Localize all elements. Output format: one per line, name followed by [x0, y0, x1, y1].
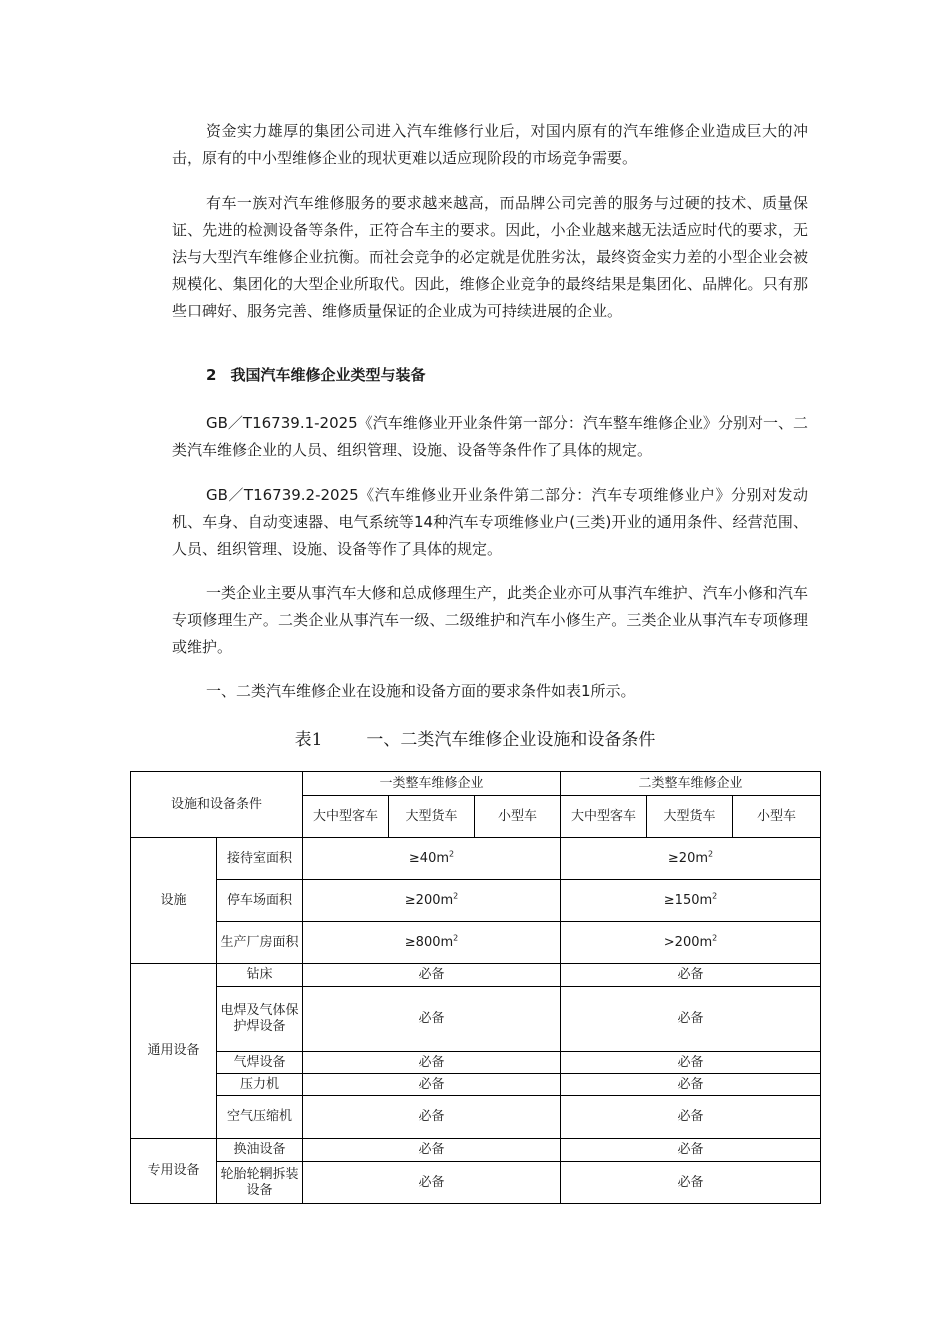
value-class2: 必备	[561, 1096, 821, 1139]
value-class1: $\ge 200m^2$	[303, 880, 561, 922]
value-class2: 必备	[561, 1139, 821, 1162]
row-label: 钻床	[217, 964, 303, 987]
value-class1: 必备	[303, 1074, 561, 1096]
table-row	[131, 987, 821, 1052]
subheader-large-bus: 大中型客车	[303, 796, 389, 838]
value-class2: 必备	[561, 1162, 821, 1204]
value-class1: $\ge 40m^2$	[303, 838, 561, 880]
table-row	[131, 1096, 821, 1139]
subheader-large-truck: 大型货车	[389, 796, 475, 838]
value-class1: 必备	[303, 964, 561, 987]
table-caption	[0, 727, 950, 753]
value-class2: 必备	[561, 964, 821, 987]
row-label: 电焊及气体保护焊设备	[217, 987, 303, 1052]
table-row	[131, 922, 821, 964]
category-general-equipment: 通用设备	[131, 964, 217, 1139]
value-class1: 必备	[303, 1139, 561, 1162]
value-class1: 必备	[303, 1096, 561, 1139]
table-corner-header: 设施和设备条件	[131, 772, 303, 838]
group-header-class2: 二类整车维修企业	[561, 772, 821, 796]
table-row	[131, 1074, 821, 1096]
group-header-class1: 一类整车维修企业	[303, 772, 561, 796]
value-class2: $\ge 150m^2$	[561, 880, 821, 922]
row-label: 停车场面积	[217, 880, 303, 922]
table-row	[131, 1162, 821, 1204]
facility-equipment-table	[130, 771, 821, 1204]
section-heading	[206, 362, 425, 389]
table-caption-label: 表1	[294, 730, 323, 750]
table-row	[131, 1052, 821, 1074]
table-row	[131, 880, 821, 922]
value-class1: 必备	[303, 987, 561, 1052]
paragraph-intro-impact: 资金实力雄厚的集团公司进入汽车维修行业后，对国内原有的汽车维修企业造成巨大的冲击，原有的中小型维修企业的现状更难以适应现阶段的市场竞争需要。	[172, 122, 808, 167]
value-class1: 必备	[303, 1052, 561, 1074]
subheader-small-car: 小型车	[733, 796, 821, 838]
table-caption-title: 一、二类汽车维修企业设施和设备条件	[366, 730, 656, 750]
value-class2: 必备	[561, 1052, 821, 1074]
row-label: 轮胎轮辋拆装设备	[217, 1162, 303, 1204]
paragraph-standard-part2: GB／T16739.2-2025《汽车维修业开业条件第二部分：汽车专项维修业户》分别对发动机、车身、自动变速器、电气系统等14种汽车专项维修业户(三类)开业的通用条件、经营范围、人员、组织管理、设施、设备等作了具体的规定。	[172, 486, 808, 558]
row-label: 接待室面积	[217, 838, 303, 880]
subheader-large-truck: 大型货车	[647, 796, 733, 838]
row-label: 气焊设备	[217, 1052, 303, 1074]
value-class1: $\ge 800m^2$	[303, 922, 561, 964]
section-title: 我国汽车维修企业类型与装备	[230, 366, 426, 384]
paragraph-standard-part1: GB／T16739.1-2025《汽车维修业开业条件第一部分：汽车整车维修企业》分别对一、二类汽车维修企业的人员、组织管理、设施、设备等条件作了具体的规定。	[172, 414, 808, 459]
paragraph-table-reference: 一、二类汽车维修企业在设施和设备方面的要求条件如表1所示。	[206, 682, 636, 700]
paragraph-brand-competition: 有车一族对汽车维修服务的要求越来越高，而品牌公司完善的服务与过硬的技术、质量保证、先进的检测设备等条件，正符合车主的要求。因此，小企业越来越无法适应时代的要求，无法与大型汽车维修企业抗衡。而社会竞争的必定就是优胜劣汰，最终资金实力差的小型企业会被规模化、集团化的大型企业所取代。因此，维修企业竞争的最终结果是集团化、品牌化。只有那些口碑好、服务完善、维修质量保证的企业成为可持续进展的企业。	[172, 194, 808, 320]
subheader-large-bus: 大中型客车	[561, 796, 647, 838]
row-label: 换油设备	[217, 1139, 303, 1162]
value-class2: $>200m^2$	[561, 922, 821, 964]
table-row	[131, 964, 821, 987]
table-row	[131, 1139, 821, 1162]
section-number: 2	[206, 366, 217, 384]
row-label: 生产厂房面积	[217, 922, 303, 964]
value-class1: 必备	[303, 1162, 561, 1204]
value-class2: 必备	[561, 1074, 821, 1096]
table-header-row	[131, 772, 821, 796]
subheader-small-car: 小型车	[475, 796, 561, 838]
value-class2: $\ge 20m^2$	[561, 838, 821, 880]
paragraph-enterprise-classes: 一类企业主要从事汽车大修和总成修理生产，此类企业亦可从事汽车维护、汽车小修和汽车专项修理生产。二类企业从事汽车一级、二级维护和汽车小修生产。三类企业从事汽车专项修理或维护。	[172, 584, 808, 656]
value-class2: 必备	[561, 987, 821, 1052]
row-label: 空气压缩机	[217, 1096, 303, 1139]
category-special-equipment: 专用设备	[131, 1139, 217, 1204]
category-facility: 设施	[131, 838, 217, 964]
table-row	[131, 838, 821, 880]
row-label: 压力机	[217, 1074, 303, 1096]
